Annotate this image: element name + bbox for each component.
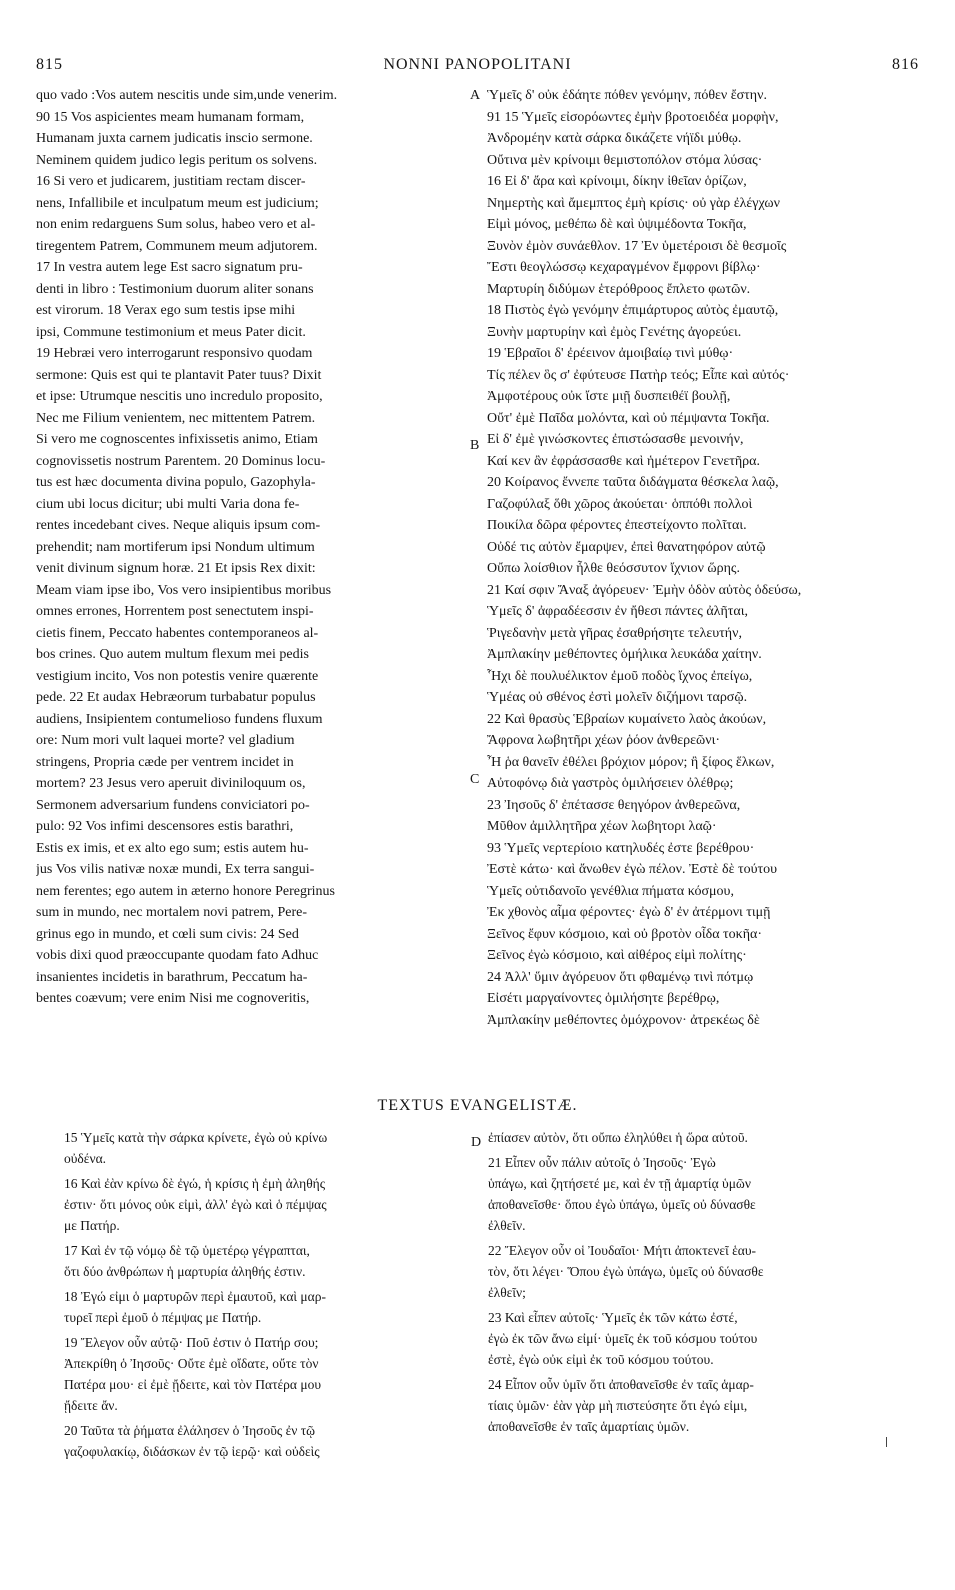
- greek-text-line: Οὔτ' ἐμὲ Παῖδα μολόντα, καὶ οὐ πέμψαντα Τοκῆα.: [487, 410, 770, 426]
- greek-text-line: Ἐκ χθονὸς αἷμα φέροντες· ἐγὼ δ' ἐν ἀτέρμονι τιμῇ: [487, 905, 771, 920]
- greek-text-line: Ἀμπλακίην μεθέποντες ὁμόχρονον· ἀτρεκέως δὲ: [487, 1012, 760, 1028]
- gospel-text-line: 18 Ἐγώ εἰμι ὁ μαρτυρῶν περὶ ἐμαυτοῦ, καὶ μαρ-: [64, 1289, 326, 1304]
- greek-text-line: Εἰ δ' ἐμὲ γινώσκοντες ἐπιστώσασθε μενοινήν,: [487, 432, 744, 447]
- gospel-text-line: 23 Καὶ εἶπεν αὐτοῖς· Ὑμεῖς ἐκ τῶν κάτω ἐστέ,: [488, 1310, 738, 1325]
- gospel-text-line: 24 Εἶπον οὖν ὑμῖν ὅτι ἀποθανεῖσθε ἐν ταῖς ἁμαρ-: [488, 1377, 754, 1392]
- greek-text-line: 16 Εἰ δ' ἄρα καὶ κρίνοιμι, δίκην ἰθεῖαν ὁρίζων,: [487, 174, 747, 189]
- latin-text-line: est virorum. 18 Verax ego sum testis ipse mihi: [36, 303, 296, 318]
- greek-text-line: Εἰμὶ μόνος, μεθέπω δὲ καὶ ὑψιμέδοντα Τοκῆα,: [487, 217, 747, 232]
- greek-text-line: Ἄφρονα λωβητῆρι χέων ῥόον ἀνθερεῶνι·: [487, 733, 720, 748]
- greek-text-line: Ἔστι θεογλώσσῳ κεχαραγμένον ἔμφρονι βίβλῳ·: [487, 260, 761, 275]
- latin-text-line: insanientes incidetis in barathrum, Peccatum ha-: [36, 969, 308, 985]
- gospel-text-line: ὑπάγω, καὶ ζητήσετέ με, καὶ ἐν τῇ ἁμαρτίᾳ ὑμῶν: [488, 1176, 751, 1191]
- latin-text-line: jus Vos vilis nativæ noxæ mundi, Ex terra sangui-: [36, 862, 315, 877]
- gospel-verse-paragraph: [488, 1240, 898, 1303]
- greek-text-line: Αὐτοφόνῳ διὰ γαστρὸς ὁμιλήσειεν ὀλέθρῳ;: [487, 776, 734, 791]
- greek-text-line: 20 Κοίρανος ἔννεπε ταῦτα διδάγματα θέσκελα λαῷ,: [487, 475, 779, 490]
- greek-text-line: Ποικίλα δῶρα φέροντες ἐπεστείχοντο πολῖται.: [487, 518, 747, 533]
- latin-text-line: et ipse: Utrumque nescitis uno incredulo proposito,: [36, 389, 323, 404]
- gospel-text-line: τίαις ὑμῶν· ἐὰν γὰρ μὴ πιστεύσητε ὅτι ἐγώ εἰμι,: [488, 1398, 748, 1413]
- latin-text-line: sermone: Quis est qui te plantavit Pater tuus? Dixit: [36, 367, 322, 383]
- gospel-verse-paragraph: [64, 1332, 464, 1416]
- latin-text-line: nem ferentes; ego autem in æterno honore Peregrinus: [36, 883, 335, 899]
- margin-tick-mark: [886, 1437, 887, 1447]
- latin-text-line: cium ubi locus dicitur; ubi multi Varia dona fe-: [36, 496, 300, 512]
- section-heading: TEXTUS EVANGELISTÆ.: [377, 1097, 578, 1114]
- gospel-verse-paragraph: [64, 1240, 464, 1282]
- latin-text-line: Si vero me cognoscentes infixissetis animo, Etiam: [36, 432, 318, 447]
- greek-text-line: 91 15 Ὑμεῖς εἰσορόωντες ἐμὴν βροτοειδέα μορφὴν,: [487, 109, 779, 125]
- gospel-text-line: 22 Ἔλεγον οὖν οἱ Ἰουδαῖοι· Μήτι ἀποκτενεῖ ἑαυ-: [488, 1243, 756, 1258]
- latin-text-line: audiens, Insipientem contumelioso fundens fluxum: [36, 711, 323, 727]
- gospel-verse-paragraph: [64, 1286, 464, 1328]
- greek-text-line: Ἀμφοτέρους οὐκ ἴστε μιῇ δυσπειθέϊ βουλῇ,: [487, 389, 731, 404]
- greek-text-line: Ὑμεῖς οὐτιδανοῖο γενέθλια πήματα κόσμου,: [487, 883, 734, 899]
- gospel-verse-paragraph: [488, 1152, 898, 1236]
- margin-marker-c: C: [470, 772, 480, 787]
- gospel-text-line: 21 Εἶπεν οὖν πάλιν αὐτοῖς ὁ Ἰησοῦς· Ἐγὼ: [488, 1155, 716, 1170]
- greek-text-line: 23 Ἰησοῦς δ' ἐπέτασσε θεηγόρον ἀνθερεῶνα,: [487, 797, 741, 813]
- latin-text-line: Nec me Filium venientem, nec mittentem Patrem.: [36, 410, 316, 426]
- latin-text-line: Estis ex imis, et ex alto ego sum; estis autem hu-: [36, 840, 309, 856]
- greek-text-line: Οὔπω λοίσθιον ἦλθε θεόσσυτον ἴχνιον ὥρης.: [487, 561, 740, 576]
- latin-text-line: pede. 22 Et audax Hebræorum turbabatur populus: [36, 690, 316, 705]
- greek-text-line: Νημερτὴς καὶ ἄμεμπτος ἐμὴ κρίσις· οὐ γὰρ ἐλέγχων: [487, 195, 780, 211]
- gospel-text-line: ἐγὼ ἐκ τῶν ἄνω εἰμί· ὑμεῖς ἐκ τοῦ κόσμου τούτου: [488, 1331, 758, 1346]
- latin-translation-column: [36, 85, 466, 1010]
- gospel-verse-paragraph: [488, 1127, 898, 1148]
- latin-text-line: venit divinum signum horæ. 21 Et ipsis Rex dixit:: [36, 561, 316, 576]
- gospel-text-left-column: [64, 1127, 464, 1466]
- margin-marker-d: D: [471, 1135, 482, 1150]
- greek-text-line: Γαζοφύλαξ ὅθι χῶρος ἀκούεται· ὁππόθι πολλοὶ: [487, 496, 753, 512]
- gospel-text-line: 17 Καὶ ἐν τῷ νόμῳ δὲ τῷ ὑμετέρῳ γέγραπται,: [64, 1243, 310, 1258]
- running-header: [36, 56, 919, 80]
- gospel-text-line: ᾔδειτε ἄν.: [64, 1398, 118, 1413]
- latin-text-line: bentes coævum; vere enim Nisi me cognoveritis,: [36, 991, 310, 1006]
- greek-text-line: Καί κεν ἂν ἐφράσσασθε καὶ ἡμέτερον Γενετῆρα.: [487, 453, 760, 469]
- latin-text-line: 17 In vestra autem lege Est sacro signatum pru-: [36, 260, 303, 275]
- latin-text-line: tus est hæc documenta divina populo, Gazophyla-: [36, 475, 316, 490]
- greek-text-line: Μῦθον ἀμιλλητῆρα χέων λωβητορι λαῷ·: [487, 819, 717, 834]
- latin-text-line: rentes incedebant cives. Neque aliquis ipsum com-: [36, 518, 321, 533]
- latin-text-line: Neminem quidem judico legis peritum os solvens.: [36, 152, 318, 168]
- greek-text-line: 22 Καὶ θρασὺς Ἑβραίων κυμαίνετο λαὸς ἀκούων,: [487, 711, 767, 727]
- latin-text-line: cognovissetis nostrum Parentem. 20 Dominus locu-: [36, 453, 326, 469]
- gospel-text-line: ἐπίασεν αὐτὸν, ὅτι οὔπω ἐληλύθει ἡ ὥρα αὐτοῦ.: [488, 1130, 748, 1145]
- gospel-text-line: οὐδένα.: [64, 1151, 107, 1166]
- gospel-text-line: ἐλθεῖν;: [488, 1285, 526, 1300]
- gospel-verse-paragraph: [488, 1374, 898, 1437]
- latin-text-line: 90 15 Vos aspicientes meam humanam formam,: [36, 109, 305, 125]
- greek-text-line: Ἀνδρομέην κατὰ σάρκα δικάζετε νήϊδι μύθῳ.: [487, 131, 742, 146]
- greek-text-line: Ξεῖνος ἔφυν κόσμοιο, καὶ οὐ βροτὸν οἶδα τοκῆα·: [487, 926, 763, 942]
- greek-text-line: Ἧχι δὲ πουλυέλικτον ἐμοῦ ποδὸς ἴχνος ἐπείγω,: [487, 668, 753, 684]
- greek-text-line: 21 Καί σφιν Ἄναξ ἀγόρευεν· Ἐμὴν ὁδὸν αὐτὸς ὁδεύσω,: [487, 582, 802, 598]
- gospel-text-line: 20 Ταῦτα τὰ ῥήματα ἐλάλησεν ὁ Ἰησοῦς ἐν τῷ: [64, 1423, 316, 1438]
- gospel-text-line: 19 Ἔλεγον οὖν αὐτῷ· Ποῦ ἐστιν ὁ Πατήρ σου;: [64, 1335, 319, 1350]
- latin-text-line: grinus ego in mundo, et cœli sum civis: 24 Sed: [36, 926, 299, 942]
- gospel-verse-paragraph: [64, 1420, 464, 1462]
- gospel-verse-paragraph: [64, 1173, 464, 1236]
- latin-text-line: quo vado :Vos autem nescitis unde sim,unde venerim.: [36, 88, 338, 103]
- gospel-text-line: με Πατήρ.: [64, 1218, 120, 1233]
- greek-text-line: Ἐστὲ κάτω· καὶ ἄνωθεν ἐγὼ πέλον. Ἐστὲ δὲ τούτου: [487, 862, 778, 877]
- latin-text-line: ore: Num mori vult laquei morte? vel gladium: [36, 733, 295, 748]
- gospel-text-line: τυρεῖ περὶ ἐμοῦ ὁ πέμψας με Πατήρ.: [64, 1310, 262, 1325]
- gospel-text-line: ἐλθεῖν.: [488, 1218, 526, 1233]
- latin-text-line: Sermonem adversarium fundens conviciatori po-: [36, 797, 310, 813]
- greek-text-line: 24 Ἀλλ' ὕμιν ἀγόρευον ὅτι φθαμένῳ τινὶ πότμῳ: [487, 969, 754, 985]
- greek-text-line: Τίς πέλεν ὃς σ' ἐφύτευσε Πατὴρ τεός; Εἶπε καὶ αὐτός·: [487, 367, 790, 383]
- gospel-text-line: ἀποθανεῖσθε ἐν ταῖς ἁμαρτίαις ὑμῶν.: [488, 1419, 690, 1434]
- gospel-text-line: 16 Καὶ ἐὰν κρίνω δὲ ἐγώ, ἡ κρίσις ἡ ἐμὴ ἀληθής: [64, 1176, 326, 1191]
- latin-text-line: vobis dixi quod præoccupante quodam fato Adhuc: [36, 948, 319, 963]
- gospel-verse-paragraph: [64, 1127, 464, 1169]
- greek-text-line: Εἰσέτι μαργαίνοντες ὁμιλήσητε βερέθρῳ,: [487, 991, 720, 1006]
- running-title: NONNI PANOPOLITANI: [383, 56, 572, 73]
- latin-text-line: 19 Hebræi vero interrogarunt responsivo quodam: [36, 346, 313, 361]
- latin-text-line: ipsi, Commune testimonium et meus Pater dicit.: [36, 324, 306, 340]
- latin-text-line: pulo: 92 Vos infimi descensores estis barathri,: [36, 819, 294, 834]
- latin-text-line: cietis finem, Peccato habentes contemporaneos al-: [36, 625, 319, 641]
- gospel-text-right-column: [488, 1127, 898, 1441]
- gospel-text-line: Πατέρα μου· εἰ ἐμὲ ᾔδειτε, καὶ τὸν Πατέρα μου: [64, 1377, 322, 1392]
- margin-marker-b: B: [470, 438, 480, 453]
- gospel-text-line: ἀποθανεῖσθε· ὅπου ἐγὼ ὑπάγω, ὑμεῖς οὐ δύνασθε: [488, 1197, 756, 1212]
- page-number-left: 815: [36, 56, 63, 73]
- greek-text-line: 93 Ὑμεῖς νερτερίοιο κατηλυδές ἐστε βερέθρου·: [487, 840, 755, 856]
- latin-text-line: Meam viam ipse ibo, Vos vero insipientibus moribus: [36, 582, 332, 598]
- latin-text-line: tiregentem Patrem, Communem meum adjutorem.: [36, 238, 318, 254]
- gospel-text-line: ὅτι δύο ἀνθρώπων ἡ μαρτυρία ἀληθής ἐστιν.: [64, 1264, 306, 1279]
- latin-text-line: prehendit; nam mortiferum ipsi Nondum ultimum: [36, 539, 315, 555]
- greek-text-line: Ξυνὴν μαρτυρίην καὶ ἐμὸς Γενέτης ἀγορεύει.: [487, 324, 742, 340]
- latin-text-line: nens, Infallibile et inculpatum meum est judicium;: [36, 195, 319, 211]
- greek-text-line: Οὔτινα μὲν κρίνοιμι θεμιστοπόλον στόμα λύσας·: [487, 152, 763, 168]
- latin-text-line: mortem? 23 Jesus vero aperuit diviniloquum os,: [36, 776, 306, 791]
- latin-text-line: non enim redarguens Sum solus, habeo vero et al-: [36, 217, 316, 232]
- greek-text-line: Ξυνὸν ἐμὸν συνάεθλον. 17 Ἐν ὑμετέροισι δὲ θεσμοῖς: [487, 238, 787, 254]
- greek-text-line: Ὑμέας οὐ σθένος ἐστὶ μολεῖν διζήμονι ταρσῷ.: [487, 690, 748, 705]
- latin-text-line: bos crines. Quo autem multum flexum mei pedis: [36, 647, 309, 662]
- latin-text-line: denti in libro : Testimonium duorum aliter sonans: [36, 281, 314, 297]
- latin-text-line: 16 Si vero et judicarem, justitiam rectam discer-: [36, 174, 306, 189]
- greek-text-line: Μαρτυρίη διδύμων ἑτερόθροος ἔπλετο φωτῶν.: [487, 281, 751, 297]
- greek-text-line: 19 Ἑβραῖοι δ' ἐρέεινον ἀμοιβαίῳ τινὶ μύθῳ·: [487, 346, 734, 361]
- greek-text-line: Ξεῖνος ἐγὼ κόσμοιο, καὶ αἰθέρος εἰμὶ πολίτης·: [487, 948, 747, 963]
- gospel-text-line: ἐστὲ, ἐγὼ οὐκ εἰμὶ ἐκ τοῦ κόσμου τούτου.: [488, 1352, 714, 1367]
- gospel-text-line: τὸν, ὅτι λέγει· Ὅπου ἐγὼ ὑπάγω, ὑμεῖς οὐ δύνασθε: [488, 1264, 764, 1279]
- page-number-right: 816: [892, 56, 919, 73]
- gospel-text-line: Ἀπεκρίθη ὁ Ἰησοῦς· Οὔτε ἐμὲ οἴδατε, οὔτε τὸν: [64, 1356, 319, 1371]
- gospel-text-line: 15 Ὑμεῖς κατὰ τὴν σάρκα κρίνετε, ἐγὼ οὐ κρίνω: [64, 1130, 328, 1145]
- gospel-verse-paragraph: [488, 1307, 898, 1370]
- greek-text-line: 18 Πιστὸς ἐγὼ γενόμην ἐπιμάρτυρος αὐτὸς ἐμαυτῷ,: [487, 303, 779, 318]
- greek-text-line: Ῥιγεδανὴν μετὰ γῆρας ἐσαθρήσητε τελευτήν,: [487, 625, 742, 641]
- latin-text-line: omnes errones, Horrentem post senectutem inspi-: [36, 604, 314, 619]
- margin-marker-a: A: [470, 88, 481, 103]
- greek-verse-column: [487, 85, 927, 1031]
- latin-text-line: stringens, Propria cæde per ventrem incidet in: [36, 754, 294, 770]
- greek-text-line: Οὐδέ τις αὐτὸν ἔμαρψεν, ἐπεὶ θανατηφόρον αὐτῷ: [487, 539, 766, 555]
- greek-text-line: Ὑμεῖς δ' ἀφραδέεσσιν ἐν ἤθεσι πάντες ἀλῆται,: [487, 604, 749, 619]
- greek-text-line: Ἦ ῥα θανεῖν ἐθέλει βρόχιον μόρον; ἢ ξίφος ἕλκων,: [487, 754, 775, 770]
- gospel-text-line: ἐστιν· ὅτι μόνος οὐκ εἰμὶ, ἀλλ' ἐγὼ καὶ ὁ πέμψας: [64, 1197, 327, 1212]
- greek-text-line: Ἀμπλακίην μεθέποντες ὁμήλικα λευκάδα χαίτην.: [487, 647, 762, 662]
- latin-text-line: sum in mundo, nec mortalem novi patrem, Pere-: [36, 905, 307, 920]
- latin-text-line: vestigium incito, Vos non potestis venire quærente: [36, 668, 319, 684]
- latin-text-line: Humanam juxta carnem judicatis inscio sermone.: [36, 131, 313, 146]
- greek-text-line: Ὑμεῖς δ' οὐκ ἐδάητε πόθεν γενόμην, πόθεν ἔστην.: [487, 88, 767, 103]
- gospel-text-line: γαζοφυλακίῳ, διδάσκων ἐν τῷ ἱερῷ· καὶ οὐδεὶς: [64, 1444, 320, 1459]
